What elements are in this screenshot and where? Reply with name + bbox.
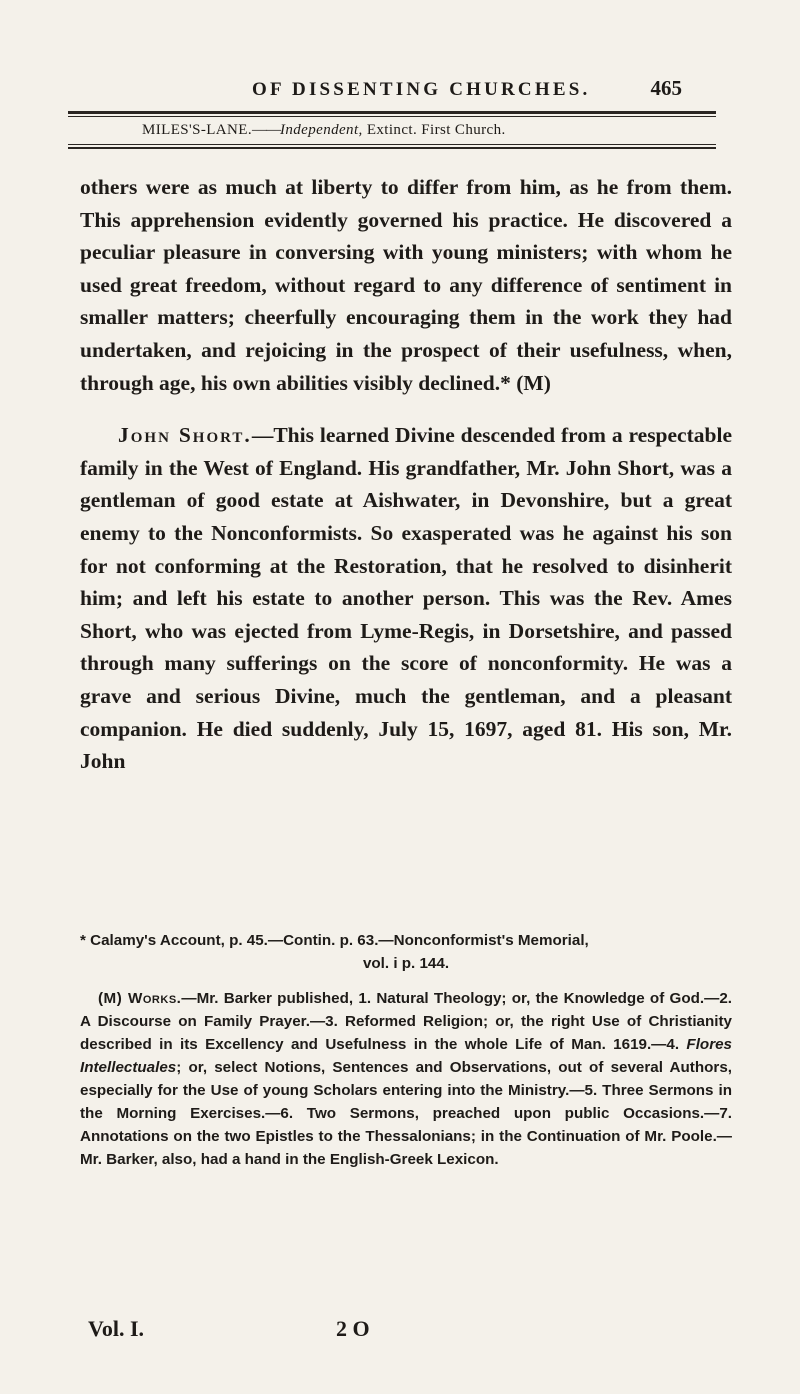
footnote-asterisk-line1: * Calamy's Account, p. 45.—Contin. p. 63.—Nonconformist's Memorial, [80,932,589,949]
volume-mark: Vol. I. [88,1316,145,1341]
footnote-works [80,987,732,1171]
main-text [80,171,732,778]
footnote-works-text-b: ; or, select Notions, Sentences and Observations, out of several Authors, especially for the Use of young Scholars entering into the Ministry.—5. Three Sermons in the Morning Exercises.—6. Two Sermons, preached upon public Occasions.—7. Annotations on the two Epistles to the Thessalonians; in the Continuation of Mr. Poole.—Mr. Barker, also, had a hand in the English-Greek Lexicon. [80,1059,732,1168]
section-rule-thick [68,147,716,149]
section-denomination: Independent, [279,122,363,138]
section-rule-thin [68,144,716,145]
section-church: First Church. [421,122,506,138]
entry-name: John Short. [118,423,252,448]
section-place: MILES'S-LANE. [142,122,252,138]
footnote-works-mark: (M) Works. [98,990,182,1007]
footnotes [80,929,732,1171]
footnote-works-text-a: —Mr. Barker published, 1. Natural Theology; or, the Knowledge of God.—2. A Discourse on Family Prayer.—3. Reformed Religion; or, the right Use of Christianity described in its Excellency and Usefulness in the whole Life of Man. 1619.—4. [80,990,732,1053]
entry-text: —This learned Divine descended from a respectable family in the West of England. His grandfather, Mr. John Short, was a gentleman of good estate at Aishwater, in Devonshire, but a great enemy to the Nonconformists. So exasperated was he against his son for not conforming at the Restoration, that he resolved to disinherit him; and left his estate to another person. This was the Rev. Ames Short, who was ejected from Lyme-Regis, in Dorsetshire, and passed through many sufferings on the score of nonconformity. He was a grave and serious Divine, much the gentleman, and a pleasant companion. He died suddenly, July 15, 1697, aged 81. His son, Mr. John [80,423,732,774]
footnote-works-title: Flores Intellectuales [80,1036,732,1076]
section-status: Extinct. [366,122,418,138]
paragraph-john-short [80,419,732,778]
running-head-title: OF DISSENTING CHURCHES. [252,79,591,100]
page-number: 465 [650,76,682,100]
paragraph-continued: others were as much at liberty to differ from him, as he from them. This apprehension evidently governed his practice. He discovered a peculiar pleasure in conversing with young ministers; with whom he used great freedom, without regard to any difference of sentiment in smaller matters; cheerfully encouraging them in the work they had undertaken, and rejoicing in the prospect of their usefulness, when, through age, his own abilities visibly declined.* (M) [80,175,732,395]
signature-mark: 2 O [336,1316,370,1341]
footnote-asterisk [80,929,732,975]
footnote-asterisk-line2: vol. i p. 144. [362,955,450,972]
header-rule-thick [68,111,716,114]
section-head: MILES'S-LANE.——Independent, Extinct. First Church. [142,122,506,138]
header-rule-thin [68,116,716,117]
running-head [252,76,682,101]
